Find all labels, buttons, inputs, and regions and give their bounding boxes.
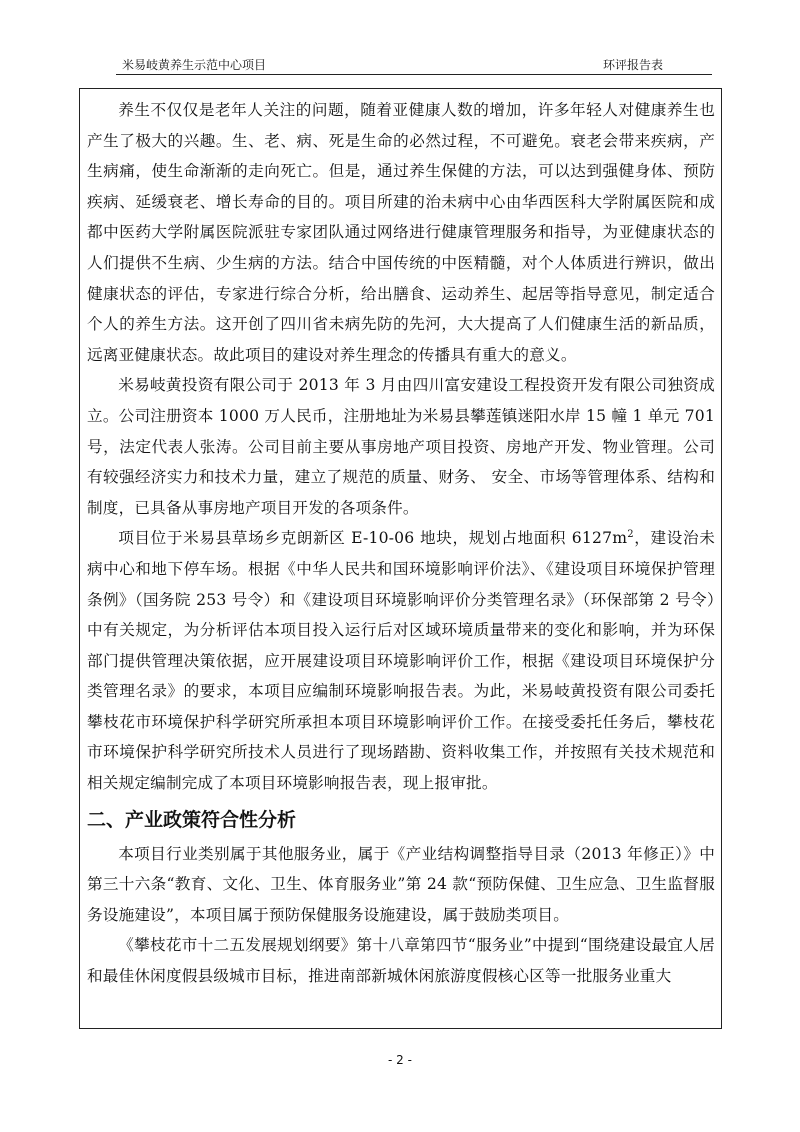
paragraph-company-profile: 米易岐黄投资有限公司于 2013 年 3 月由四川富安建设工程投资开发有限公司独资成立。公司注册资本 1000 万人民币，注册地址为米易县攀莲镇迷阳水岸 15 幢 1 单元 701 号，法定代表人张涛。公司目前主要从事房地产项目投资、房地产开发、物业管理。公司有较强经济实力和技术力量，建立了规范的质量、财务、 安全、市场等管理体系、结构和制度，已具备从事房地产项目开发的各项条件。 [87, 376, 715, 517]
document-body [87, 95, 715, 992]
paragraph-health-background: 养生不仅仅是老年人关注的问题，随着亚健康人数的增加，许多年轻人对健康养生也产生了极大的兴趣。生、老、病、死是生命的必然过程，不可避免。衰老会带来疾病，产生病痛，使生命渐渐的走向死亡。但是，通过养生保健的方法，可以达到强健身体、预防疾病、延缓衰老、增长寿命的目的。项目所建的治未病中心由华西医科大学附属医院和成都中医药大学附属医院派驻专家团队通过网络进行健康管理服务和指导，为亚健康状态的人们提供不生病、少生病的方法。结合中国传统的中医精髓，对个人体质进行辨识，做出健康状态的评估，专家进行综合分析，给出膳食、运动养生、起居等指导意见，制定适合个人的养生方法。这开创了四川省未病先防的先河，大大提高了人们健康生活的新品质，远离亚健康状态。故此项目的建设对养生理念的传播具有重大的意义。 [87, 101, 715, 364]
header-project-title: 米易岐黄养生示范中心项目 [122, 58, 267, 72]
header-rule [116, 74, 712, 75]
area-superscript: 2 [627, 529, 634, 541]
paragraph-industry-category: 本项目行业类别属于其他服务业，属于《产业结构调整指导目录（2013 年修正）》中第三十六条“教育、文化、卫生、体育服务业”第 24 款“预防保健、卫生应急、卫生监督服务设施建设”，本项目属于预防保健服务设施建设，属于鼓励类项目。 [87, 844, 715, 924]
header-doc-type: 环评报告表 [603, 58, 664, 72]
paragraph-project-location [87, 523, 715, 798]
page-number: - 2 - [388, 1053, 412, 1067]
section-heading: 二、产业政策符合性分析 [87, 808, 297, 831]
page-header [0, 0, 800, 80]
location-text-rest: ，建设治未病中心和地下停车场。根据《中华人民共和国环境影响评价法》、《建设项目环境保护管理条例》（国务院 253 号令）和《建设项目环境影响评价分类管理名录》（环保部第 2 号令）中有关规定，为分析评估本项目投入运行后对区域环境质量带来的变化和影响，并为环保部门提供管理决策依据，应开展建设项目环境影响评价工作，根据《建设项目环境保护分类管理名录》的要求，本项目应编制环境影响报告表。为此，米易岐黄投资有限公司委托攀枝花市环境保护科学研究所承担本项目环境影响评价工作。在接受委托任务后，攀枝花市环境保护科学研究所技术人员进行了现场踏勘、资料收集工作，并按照有关技术规范和相关规定编制完成了本项目环境影响报告表，现上报审批。 [87, 529, 715, 793]
paragraph-city-plan: 《攀枝花市十二五发展规划纲要》第十八章第四节“服务业”中提到“围绕建设最宜人居和最佳休闲度假县级城市目标，推进南部新城休闲旅游度假核心区等一批服务业重大 [87, 936, 715, 986]
location-text-start: 项目位于米易县草场乡克朗新区 E-10-06 地块，规划占地面积 6127m [118, 529, 628, 548]
